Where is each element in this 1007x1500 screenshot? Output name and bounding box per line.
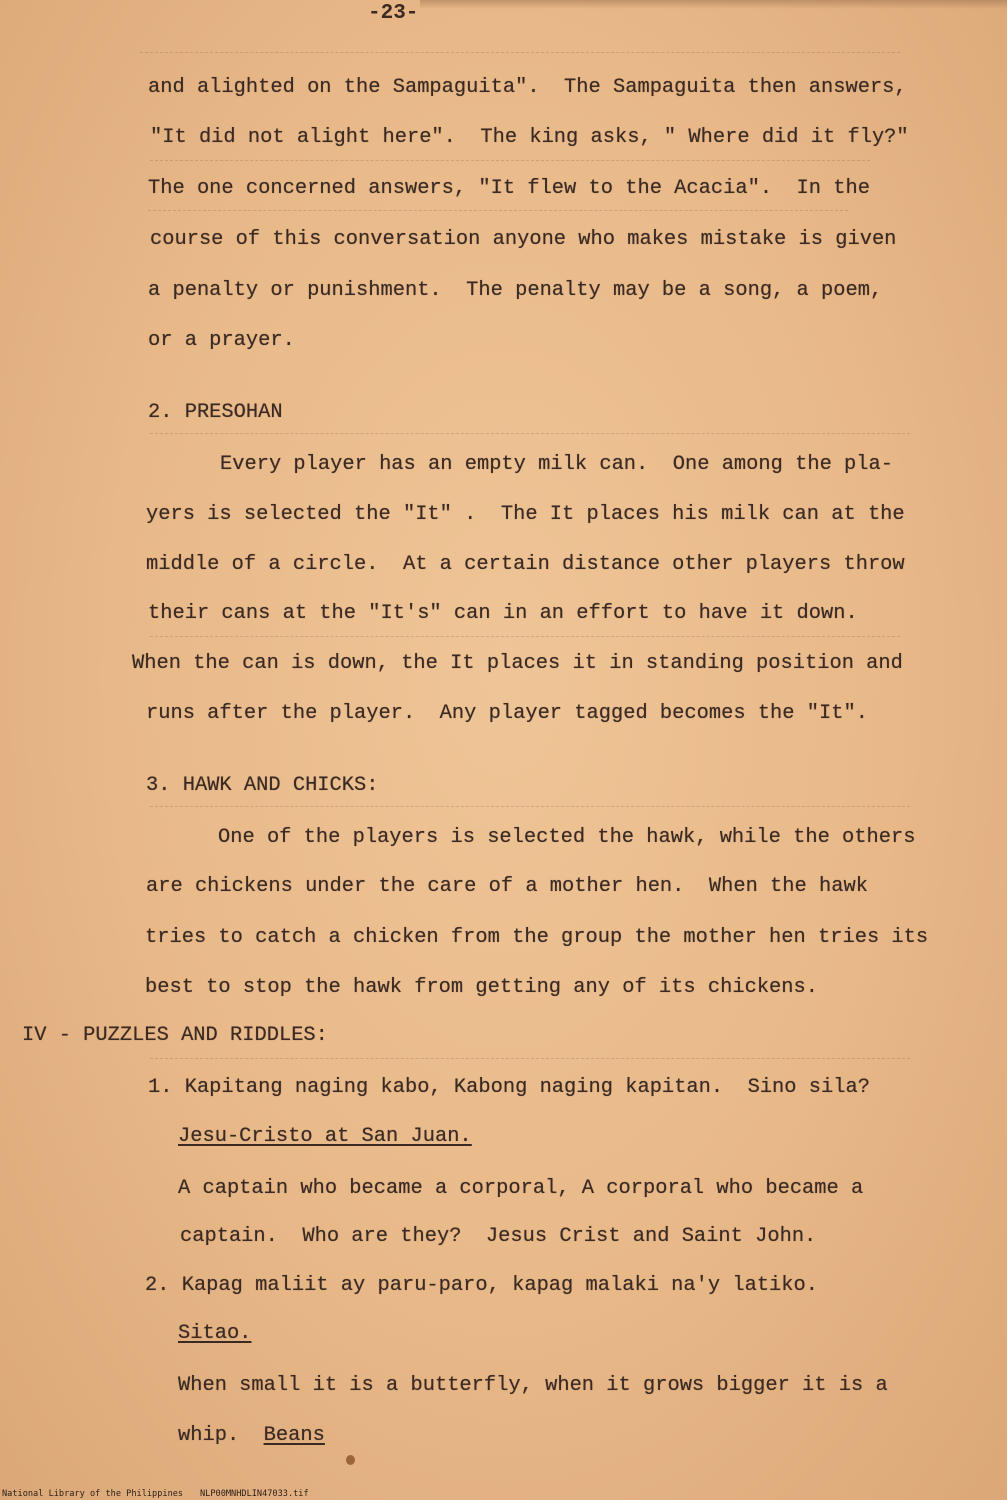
ruled-dash-line — [150, 433, 910, 434]
text-line: are chickens under the care of a mother hen. When the hawk — [146, 875, 868, 898]
section-heading-presohan: 2. PRESOHAN — [148, 401, 283, 424]
riddle-question: 2. Kapag maliit ay paru-paro, kapag malaki na'y latiko. — [145, 1274, 819, 1297]
riddle-translation-line: captain. Who are they? Jesus Crist and Saint John. — [180, 1225, 817, 1248]
text-line: The one concerned answers, "It flew to the Acacia". In the — [148, 177, 870, 200]
ruled-dash-line — [140, 52, 900, 53]
text-line: yers is selected the "It" . The It places his milk can at the — [146, 503, 905, 526]
riddle-translation-line — [178, 1424, 325, 1448]
ruled-dash-line — [150, 1058, 910, 1059]
text-line: best to stop the hawk from getting any of its chickens. — [145, 976, 819, 999]
section-heading-hawk-and-chicks: 3. HAWK AND CHICKS: — [146, 774, 379, 797]
text-line: "It did not alight here". The king asks, " Where did it fly?" — [150, 126, 909, 149]
text-line: or a prayer. — [148, 329, 295, 352]
riddle-translation-text: whip. — [178, 1424, 240, 1447]
text-line: When the can is down, the It places it in standing position and — [132, 652, 903, 675]
paper-edge-shadow — [420, 0, 1007, 9]
text-line: One of the players is selected the hawk, while the others — [218, 826, 916, 849]
ruled-dash-line — [150, 806, 910, 807]
riddle-translation-answer: Beans — [263, 1424, 325, 1447]
page-number: -23- — [368, 2, 419, 25]
riddle-translation-line: When small it is a butterfly, when it grows bigger it is a — [178, 1374, 888, 1397]
riddle-answer: Jesu-Cristo at San Juan. — [178, 1125, 472, 1148]
riddle-translation-line: A captain who became a corporal, A corporal who became a — [178, 1177, 864, 1200]
footer-library-name: National Library of the Philippines — [2, 1489, 184, 1499]
text-line: Every player has an empty milk can. One among the pla- — [220, 453, 894, 476]
text-line: middle of a circle. At a certain distance other players throw — [146, 553, 905, 576]
text-line: course of this conversation anyone who makes mistake is given — [150, 228, 897, 251]
footer-file-name: NLP00MNHDLIN47033.tif — [200, 1489, 309, 1499]
ruled-dash-line — [150, 636, 900, 637]
ruled-dash-line — [148, 210, 848, 211]
riddle-answer: Sitao. — [178, 1322, 252, 1345]
section-heading-puzzles-and-riddles: IV - PUZZLES AND RIDDLES: — [22, 1024, 328, 1047]
text-line: a penalty or punishment. The penalty may be a song, a poem, — [148, 279, 883, 302]
riddle-question: 1. Kapitang naging kabo, Kabong naging kapitan. Sino sila? — [148, 1076, 870, 1099]
text-line: their cans at the "It's" can in an effort to have it down. — [148, 602, 858, 625]
ruled-dash-line — [150, 160, 870, 161]
text-line: and alighted on the Sampaguita". The Sampaguita then answers, — [148, 76, 907, 99]
text-line: runs after the player. Any player tagged becomes the "It". — [146, 702, 868, 725]
ink-spot — [346, 1455, 355, 1465]
text-line: tries to catch a chicken from the group the mother hen tries its — [145, 926, 929, 949]
